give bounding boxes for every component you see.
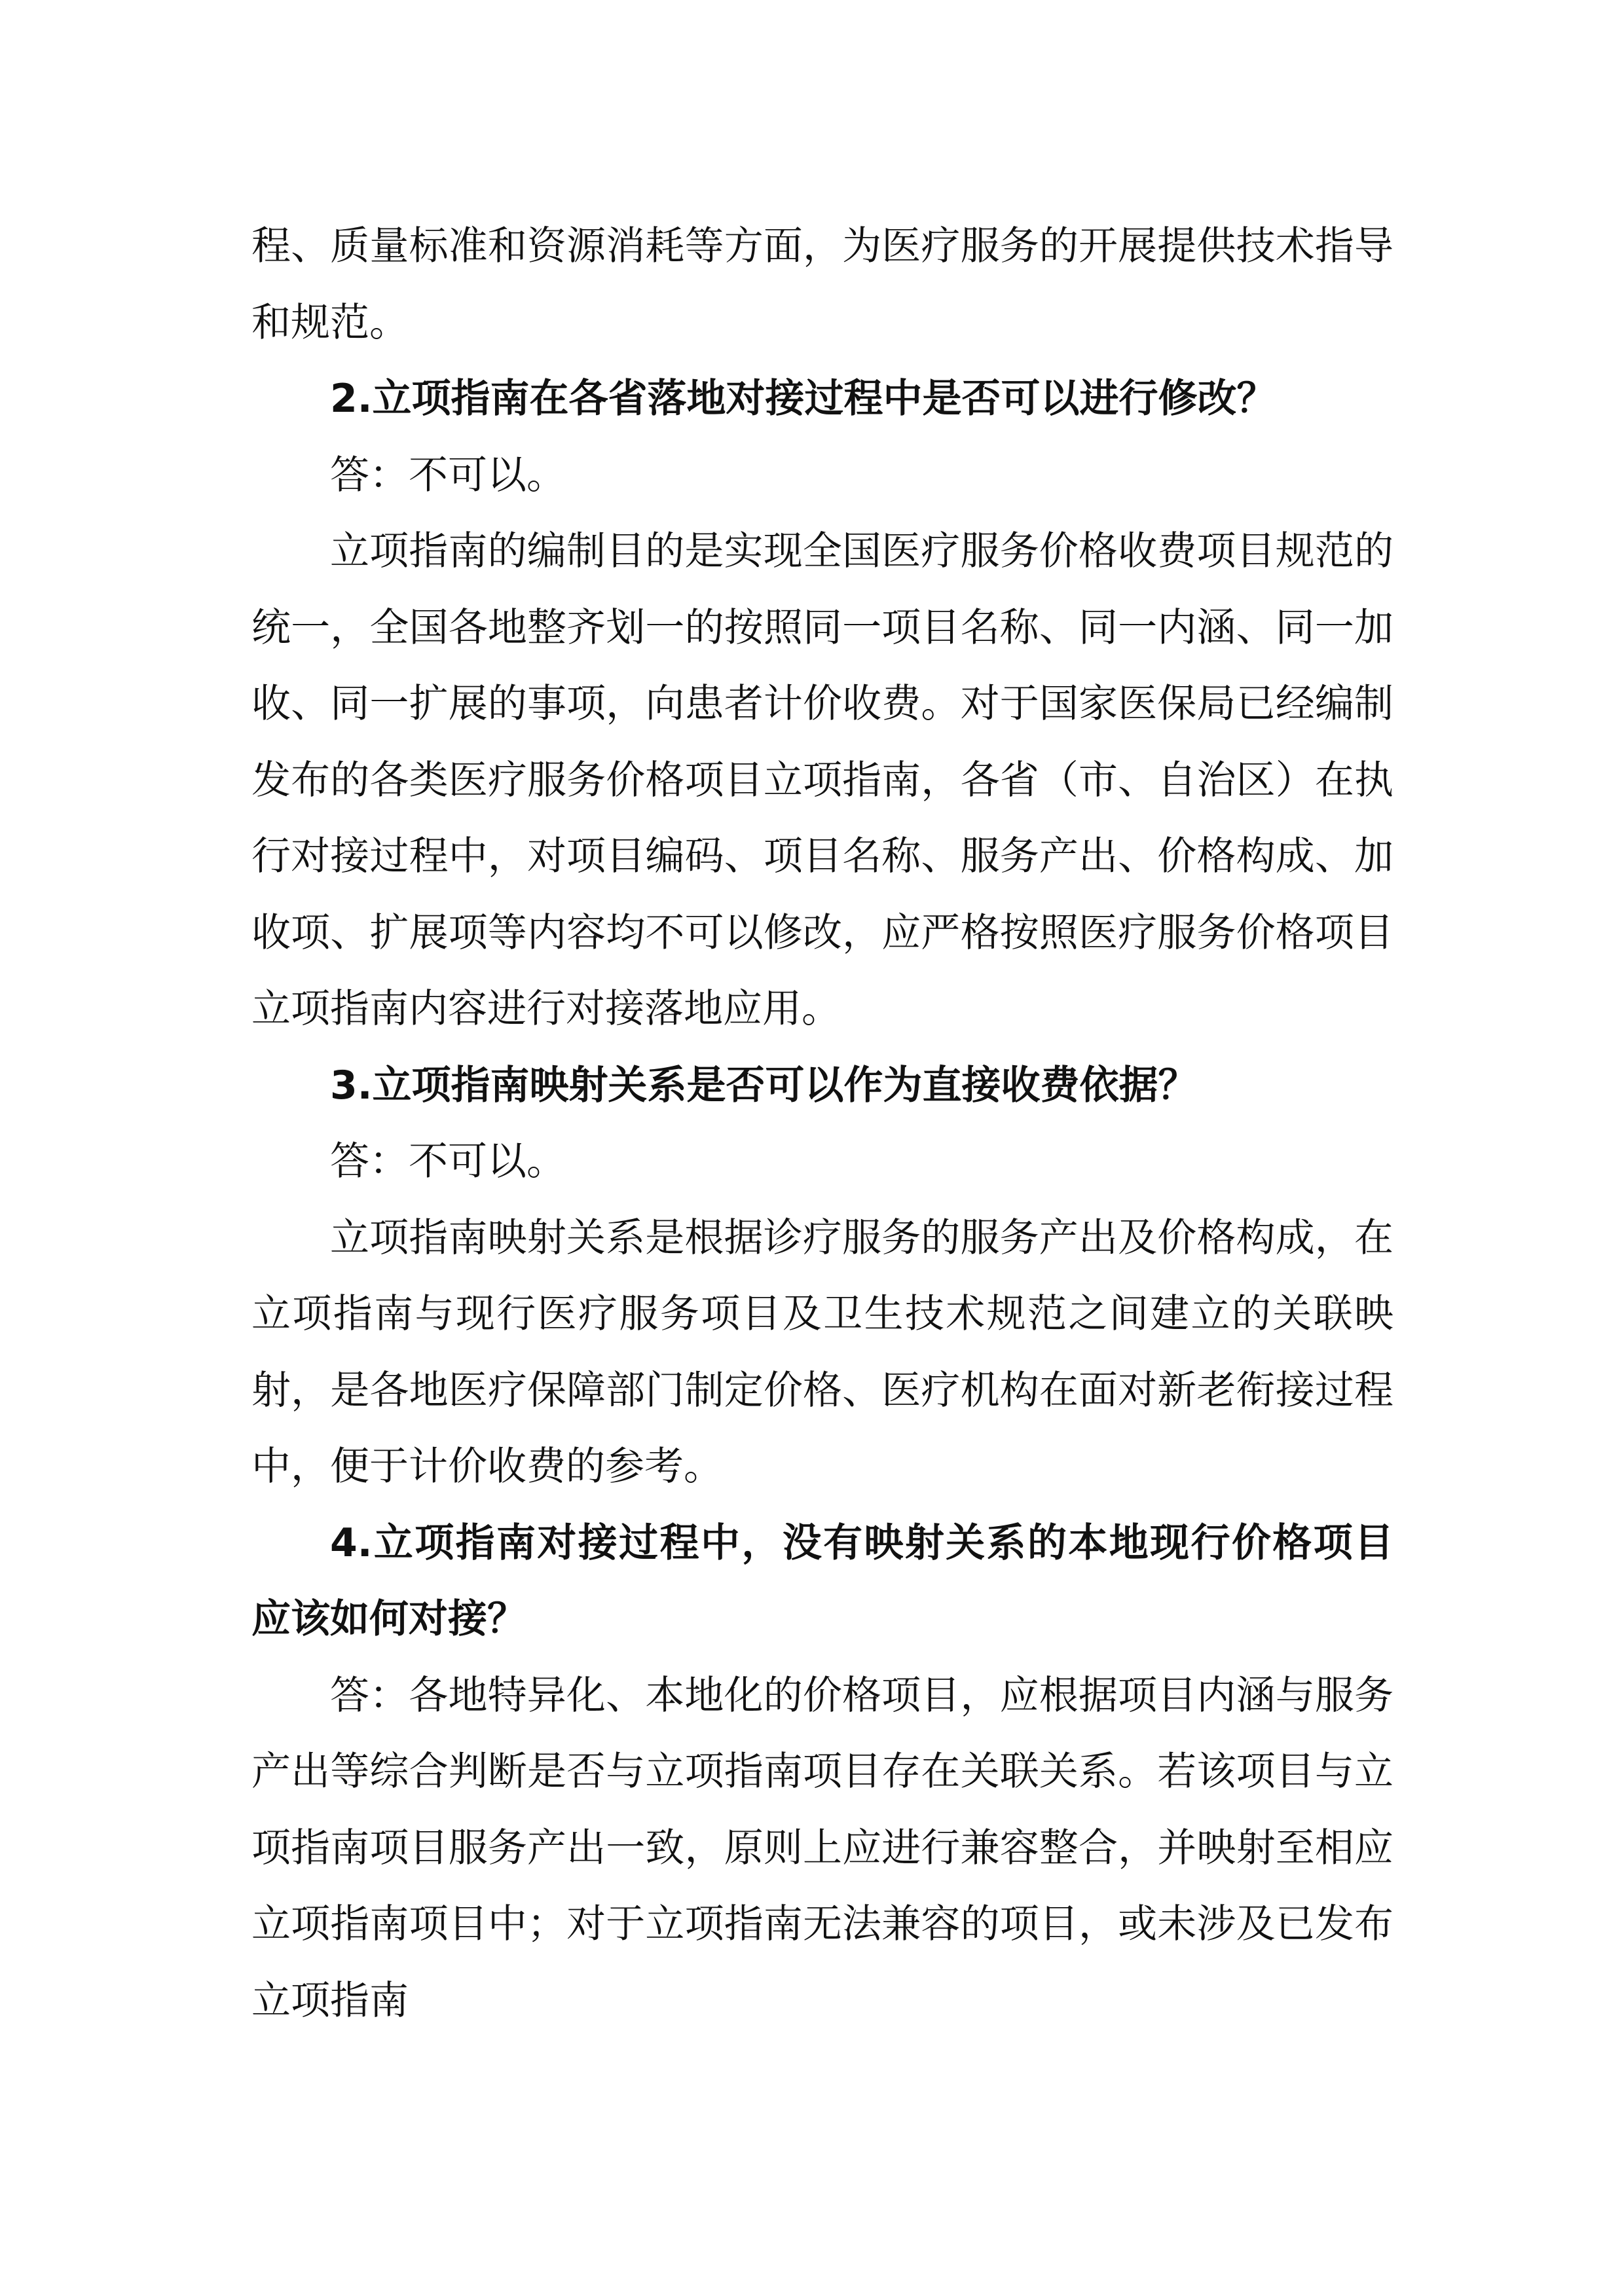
answer-line: 答：不可以。 xyxy=(330,452,566,498)
body-paragraph: 答：各地特异化、本地化的价格项目，应根据项目内涵与服务产出等综合判断是否与立项指南项目存在关联关系。若该项目与立项指南项目服务产出一致，原则上应进行兼容整合，并映射至相应立项指南项目中；对于立项指南无法兼容的项目，或未涉及已发布立项指南 xyxy=(251,1672,1393,2024)
question-heading-3: 3.立项指南映射关系是否可以作为直接收费依据？ xyxy=(330,1062,1198,1108)
answer-line: 答：不可以。 xyxy=(330,1139,566,1184)
question-heading-2: 2.立项指南在各省落地对接过程中是否可以进行修改？ xyxy=(330,376,1276,422)
question-heading-4: 4.立项指南对接过程中，没有映射关系的本地现行价格项目应该如何对接？ xyxy=(251,1520,1393,1642)
body-paragraph: 立项指南映射关系是根据诊疗服务的服务产出及价格构成，在立项指南与现行医疗服务项目及卫生技术规范之间建立的关联映射，是各地医疗保障部门制定价格、医疗机构在面对新老衔接过程中，便于计价收费的参考。 xyxy=(251,1214,1393,1489)
document-page xyxy=(251,208,1393,2039)
body-paragraph: 立项指南的编制目的是实现全国医疗服务价格收费项目规范的统一，全国各地整齐划一的按照同一项目名称、同一内涵、同一加收、同一扩展的事项，向患者计价收费。对于国家医保局已经编制发布的各类医疗服务价格项目立项指南，各省（市、自治区）在执行对接过程中，对项目编码、项目名称、服务产出、价格构成、加收项、扩展项等内容均不可以修改，应严格按照医疗服务价格项目立项指南内容进行对接落地应用。 xyxy=(251,528,1393,1032)
body-paragraph: 程、质量标准和资源消耗等方面，为医疗服务的开展提供技术指导和规范。 xyxy=(251,223,1393,346)
